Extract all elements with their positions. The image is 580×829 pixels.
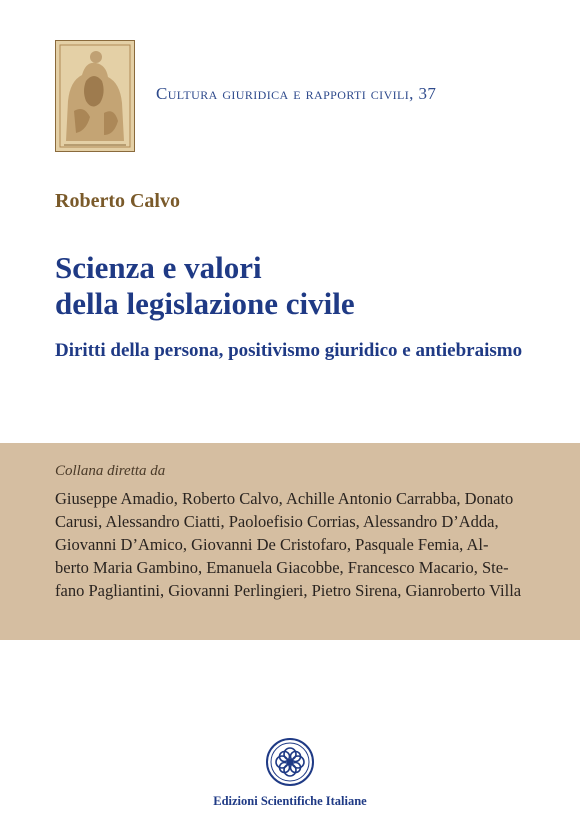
publisher-logo-icon: [265, 737, 315, 787]
book-title-line-2: della legislazione civile: [55, 286, 355, 321]
editorial-board-line: fano Pagliantini, Giovanni Perlingieri, Pietro Sirena, Gianroberto Villa: [55, 581, 522, 600]
book-title-line-1: Scienza e valori: [55, 250, 262, 285]
editorial-board-line: berto Maria Gambino, Emanuela Giacobbe, Francesco Macario, Ste-: [55, 558, 509, 577]
editorial-board-band: [0, 443, 580, 640]
cover-thumbnail-image: [55, 40, 135, 152]
book-title: [55, 250, 355, 322]
editorial-board-line: Giovanni D’Amico, Giovanni De Cristofaro, Pasquale Femia, Al-: [55, 535, 489, 554]
editorial-board-names: [55, 487, 533, 602]
book-subtitle: Diritti della persona, positivismo giuridico e antiebraismo: [55, 340, 523, 361]
editorial-board-label: Collana diretta da: [55, 463, 166, 479]
editorial-board-line: Carusi, Alessandro Ciatti, Paoloefisio Corrias, Alessandro D’Adda,: [55, 512, 499, 531]
series-title: Cultura giuridica e rapporti civili, 37: [156, 84, 437, 103]
publisher-name: Edizioni Scientifiche Italiane: [213, 794, 367, 808]
editorial-board-line: Giuseppe Amadio, Roberto Calvo, Achille Antonio Carrabba, Donato: [55, 489, 514, 508]
author-name: Roberto Calvo: [55, 190, 180, 212]
